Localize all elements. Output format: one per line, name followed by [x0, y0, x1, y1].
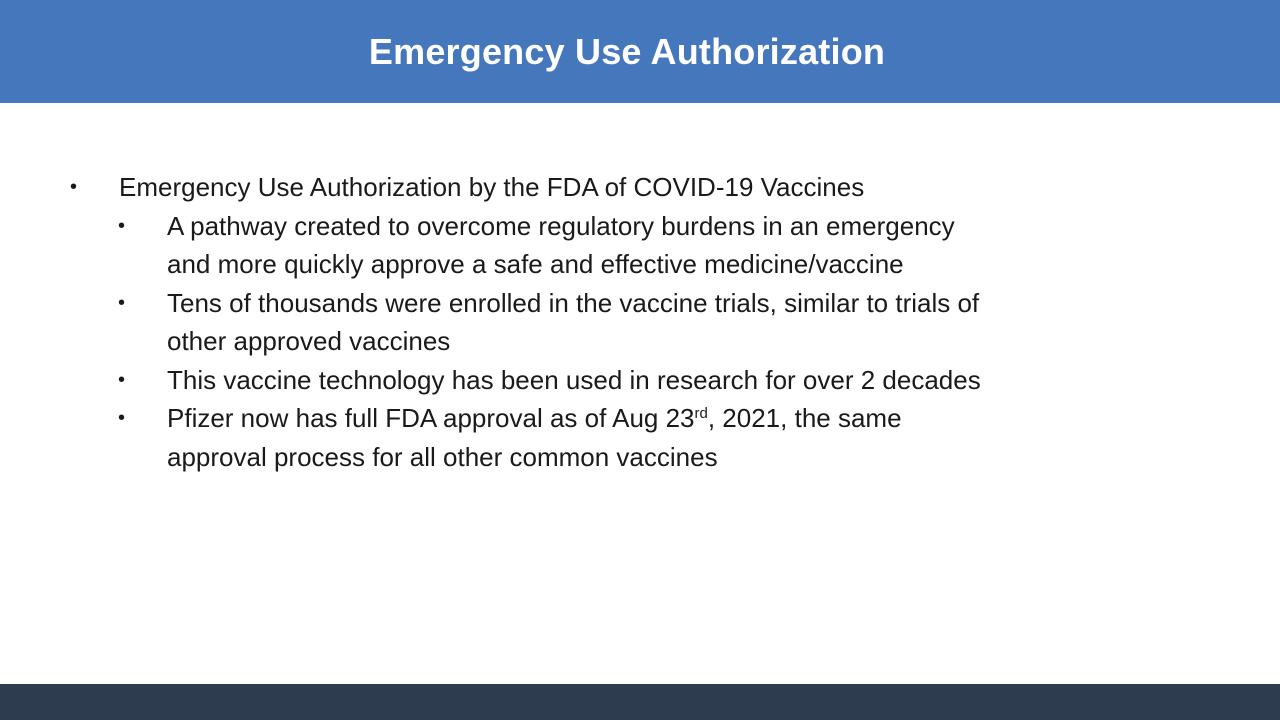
slide-content [70, 168, 1030, 476]
bullet-dot-icon: • [118, 368, 126, 391]
sub-bullet-text [167, 399, 997, 476]
bullet-item-level1 [70, 168, 1030, 207]
bullet-item-level2 [118, 361, 1030, 400]
bullet-item-level2 [118, 399, 1030, 476]
title-bar [0, 0, 1280, 103]
footer-bar [0, 684, 1280, 720]
sub-bullet-text-before: Pfizer now has full FDA approval as of Aug 23 [167, 403, 695, 433]
sub-bullet-text: This vaccine technology has been used in research for over 2 decades [167, 364, 981, 395]
sub-bullet-text-after: , 2021, the same approval process for all other common vaccines [167, 403, 902, 472]
bullet-item-level2 [118, 207, 1030, 284]
bullet-dot-icon: • [70, 176, 78, 198]
bullet-dot-icon: • [118, 407, 126, 429]
bullet-item-level2 [118, 284, 1030, 361]
bullet-dot-icon: • [118, 291, 126, 314]
date-ordinal-suffix: rd [694, 405, 708, 422]
slide-title: Emergency Use Authorization [368, 30, 886, 72]
bullet-text: Emergency Use Authorization by the FDA of COVID-19 Vaccines [119, 172, 865, 202]
sub-bullet-text: Tens of thousands were enrolled in the vaccine trials, similar to trials of other approved vaccines [167, 287, 980, 356]
bullet-dot-icon: • [118, 214, 126, 237]
sub-bullet-text: A pathway created to overcome regulatory burdens in an emergency and more quickly approve a safe and effective medicine/vaccine [167, 210, 955, 279]
